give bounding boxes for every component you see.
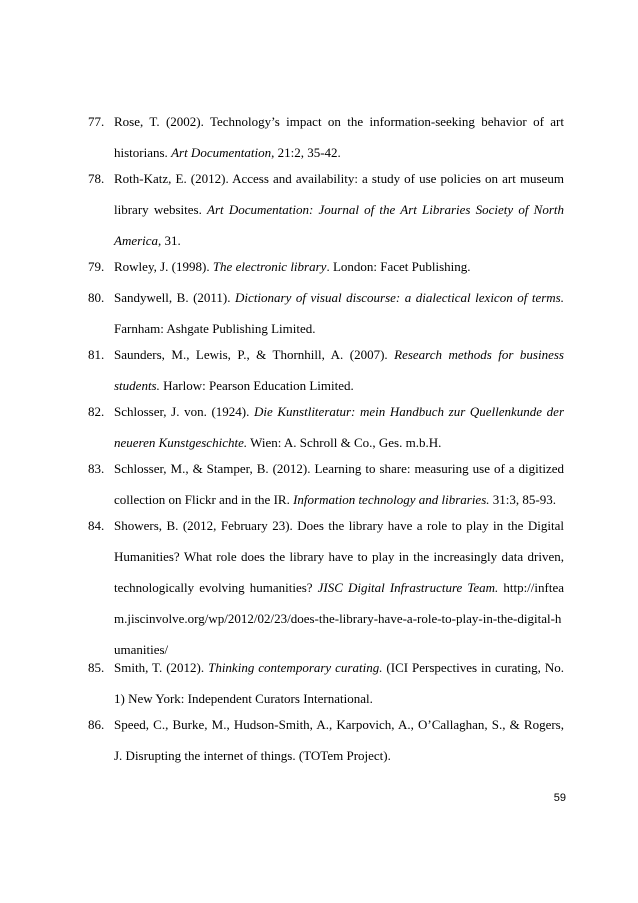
- reference-text: [114, 652, 564, 714]
- reference-text: [114, 709, 564, 771]
- reference-item: [88, 453, 566, 515]
- reference-segment: Harlow: Pearson Education Limited.: [159, 378, 354, 393]
- reference-segment: Sandywell, B. (2011).: [114, 290, 236, 305]
- page-number: 59: [553, 792, 566, 804]
- reference-segment: Speed, C., Burke, M., Hudson-Smith, A., Karpovich, A., O’Callaghan, S., & Rogers, J. Disrupting the internet of things. (TOTem Project).: [114, 717, 564, 763]
- reference-text: [114, 396, 564, 458]
- reference-text: [114, 106, 564, 168]
- reference-url: http://infteam.jiscinvolve.org/wp/2012/02/23/does-the-library-have-a-role-to-play-in-the-digital-humanities/: [114, 580, 565, 657]
- reference-title: Art Documentation: Journal of the Art Libraries Society of North America: [114, 202, 565, 248]
- reference-text: [114, 163, 564, 256]
- reference-item: [88, 709, 566, 771]
- reference-title: Dictionary of visual discourse: a dialectical lexicon of terms.: [235, 290, 564, 305]
- reference-segment: Showers, B. (2012, February 23). Does the library have a role to play in the Digital Humanities? What role does the library have to play in the increasingly data driven, technologically evolving humanities?: [114, 518, 564, 595]
- reference-title: JISC Digital Infrastructure Team.: [317, 580, 499, 595]
- reference-item: [88, 652, 566, 714]
- reference-segment: , 31.: [158, 233, 181, 248]
- reference-number: 78.: [88, 171, 105, 186]
- reference-text: [114, 453, 564, 515]
- reference-segment: Saunders, M., Lewis, P., & Thornhill, A. (2007).: [114, 347, 395, 362]
- reference-segment: Schlosser, J. von. (1924).: [114, 404, 254, 419]
- reference-number: 82.: [88, 404, 105, 419]
- reference-title: Information technology and libraries.: [293, 492, 490, 507]
- reference-text: [114, 251, 564, 282]
- reference-number: 83.: [88, 461, 105, 476]
- reference-number: 85.: [88, 660, 105, 675]
- reference-segment: Schlosser, M., & Stamper, B. (2012). Learning to share: measuring use of a digitized collection on Flickr and in the IR.: [114, 461, 564, 507]
- reference-item: [88, 282, 566, 344]
- reference-item: [88, 106, 566, 168]
- reference-number: 80.: [88, 290, 105, 305]
- reference-text: [114, 510, 564, 665]
- reference-segment: , 21:2, 35-42.: [271, 145, 341, 160]
- reference-segment: 31:3, 85-93.: [489, 492, 556, 507]
- reference-segment: Rowley, J. (1998).: [114, 259, 213, 274]
- reference-item: [88, 510, 566, 665]
- reference-text: [114, 339, 564, 401]
- reference-title: Die Kunstliteratur: mein Handbuch zur Quellenkunde der neueren Kunstgeschichte.: [114, 404, 565, 450]
- reference-number: 79.: [88, 259, 105, 274]
- reference-text: [114, 282, 564, 344]
- reference-segment: Rose, T. (2002). Technology’s impact on the information-seeking behavior of art historians.: [114, 114, 564, 160]
- reference-item: [88, 163, 566, 256]
- reference-segment: (ICI Perspectives in curating, No. 1) New York: Independent Curators International.: [114, 660, 564, 706]
- reference-item: [88, 396, 566, 458]
- reference-title: The electronic library: [212, 259, 327, 274]
- reference-title: Research methods for business students.: [114, 347, 564, 393]
- reference-segment: . London: Facet Publishing.: [326, 259, 471, 274]
- reference-title: Art Documentation: [171, 145, 272, 160]
- reference-number: 81.: [88, 347, 105, 362]
- reference-segment: Smith, T. (2012).: [114, 660, 209, 675]
- reference-number: 86.: [88, 717, 105, 732]
- reference-segment: Farnham: Ashgate Publishing Limited.: [114, 321, 316, 336]
- reference-title: Thinking contemporary curating.: [208, 660, 383, 675]
- reference-item: [88, 251, 566, 282]
- reference-number: 84.: [88, 518, 105, 533]
- reference-segment: Roth-Katz, E. (2012). Access and availability: a study of use policies on art museum library websites.: [114, 171, 564, 217]
- reference-segment: Wien: A. Schroll & Co., Ges. m.b.H.: [247, 435, 442, 450]
- reference-number: 77.: [88, 114, 105, 129]
- reference-item: [88, 339, 566, 401]
